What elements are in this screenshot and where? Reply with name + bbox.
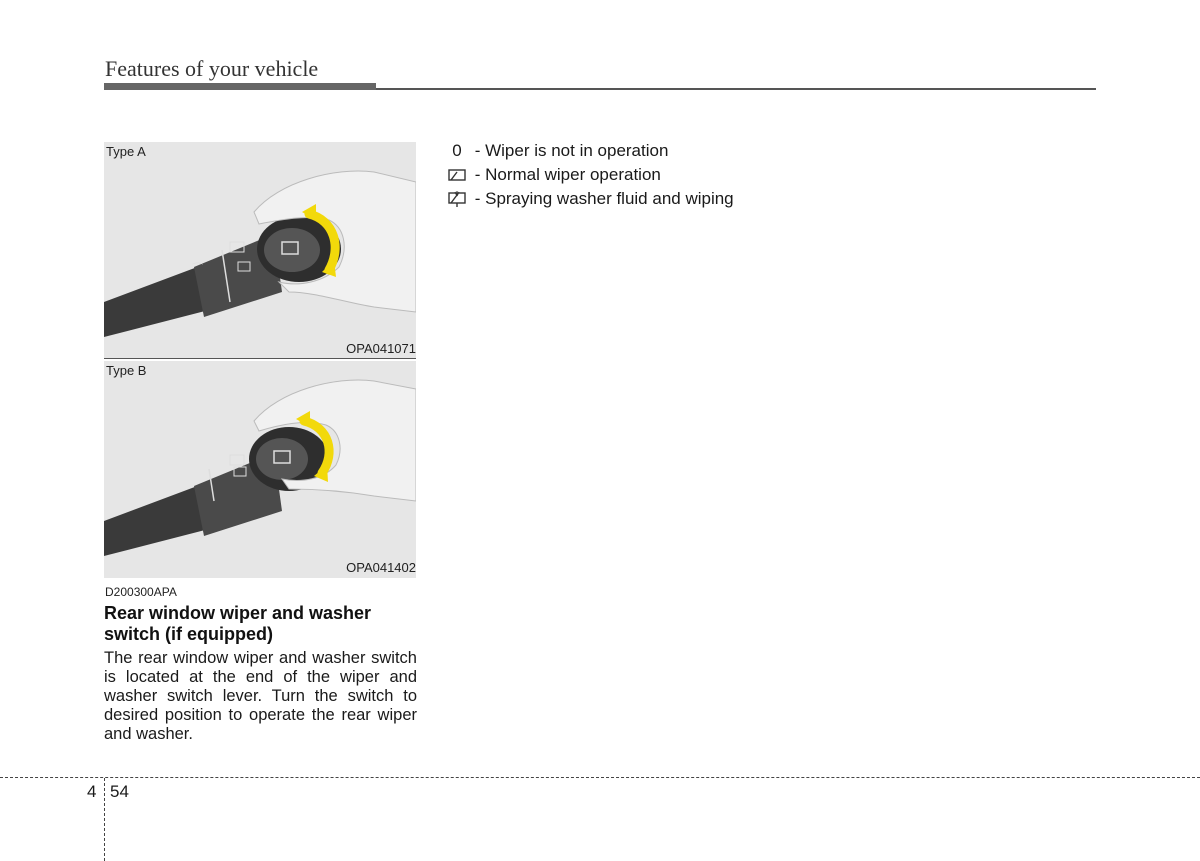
rear-washer-icon [446, 190, 468, 208]
section-doc-code: D200300APA [105, 585, 177, 599]
page-header-title: Features of your vehicle [105, 56, 319, 81]
legend-text: - Normal wiper operation [470, 165, 661, 184]
header-rule-thin [376, 88, 1096, 90]
svg-text:⌒: ⌒ [192, 263, 203, 275]
figure-type-a [104, 142, 416, 359]
figure-code: OPA041071 [346, 341, 416, 356]
rear-wiper-icon [446, 167, 468, 183]
legend-item-wiper [446, 163, 734, 187]
section-heading: Rear window wiper and washer switch (if equipped) [104, 603, 372, 644]
legend-item-washer [446, 187, 734, 211]
page-number: 54 [110, 782, 129, 801]
page-chapter: 4 [87, 782, 97, 801]
figure-type-label: Type A [106, 144, 146, 159]
figure-separator [104, 358, 416, 359]
section-body-text: The rear window wiper and washer switch is located at the end of the wiper and washer switch lever. Turn the switch to desired position to operate the rear wiper and washer. [104, 649, 417, 743]
legend-item-off [446, 139, 734, 163]
footer-vertical-dashed-rule [104, 778, 105, 861]
figure-type-label: Type B [106, 363, 147, 378]
figure-type-b [104, 361, 416, 578]
wiper-position-legend [446, 139, 734, 211]
wiper-stalk-illustration-b [104, 361, 416, 578]
figure-code: OPA041402 [346, 560, 416, 575]
header-rule-thick [104, 83, 376, 90]
legend-text: - Spraying washer fluid and wiping [470, 189, 734, 208]
legend-text: - Wiper is not in operation [470, 141, 669, 160]
footer-dashed-rule [0, 777, 1200, 778]
zero-symbol: 0 [452, 141, 462, 160]
wiper-stalk-illustration-a [104, 142, 416, 359]
